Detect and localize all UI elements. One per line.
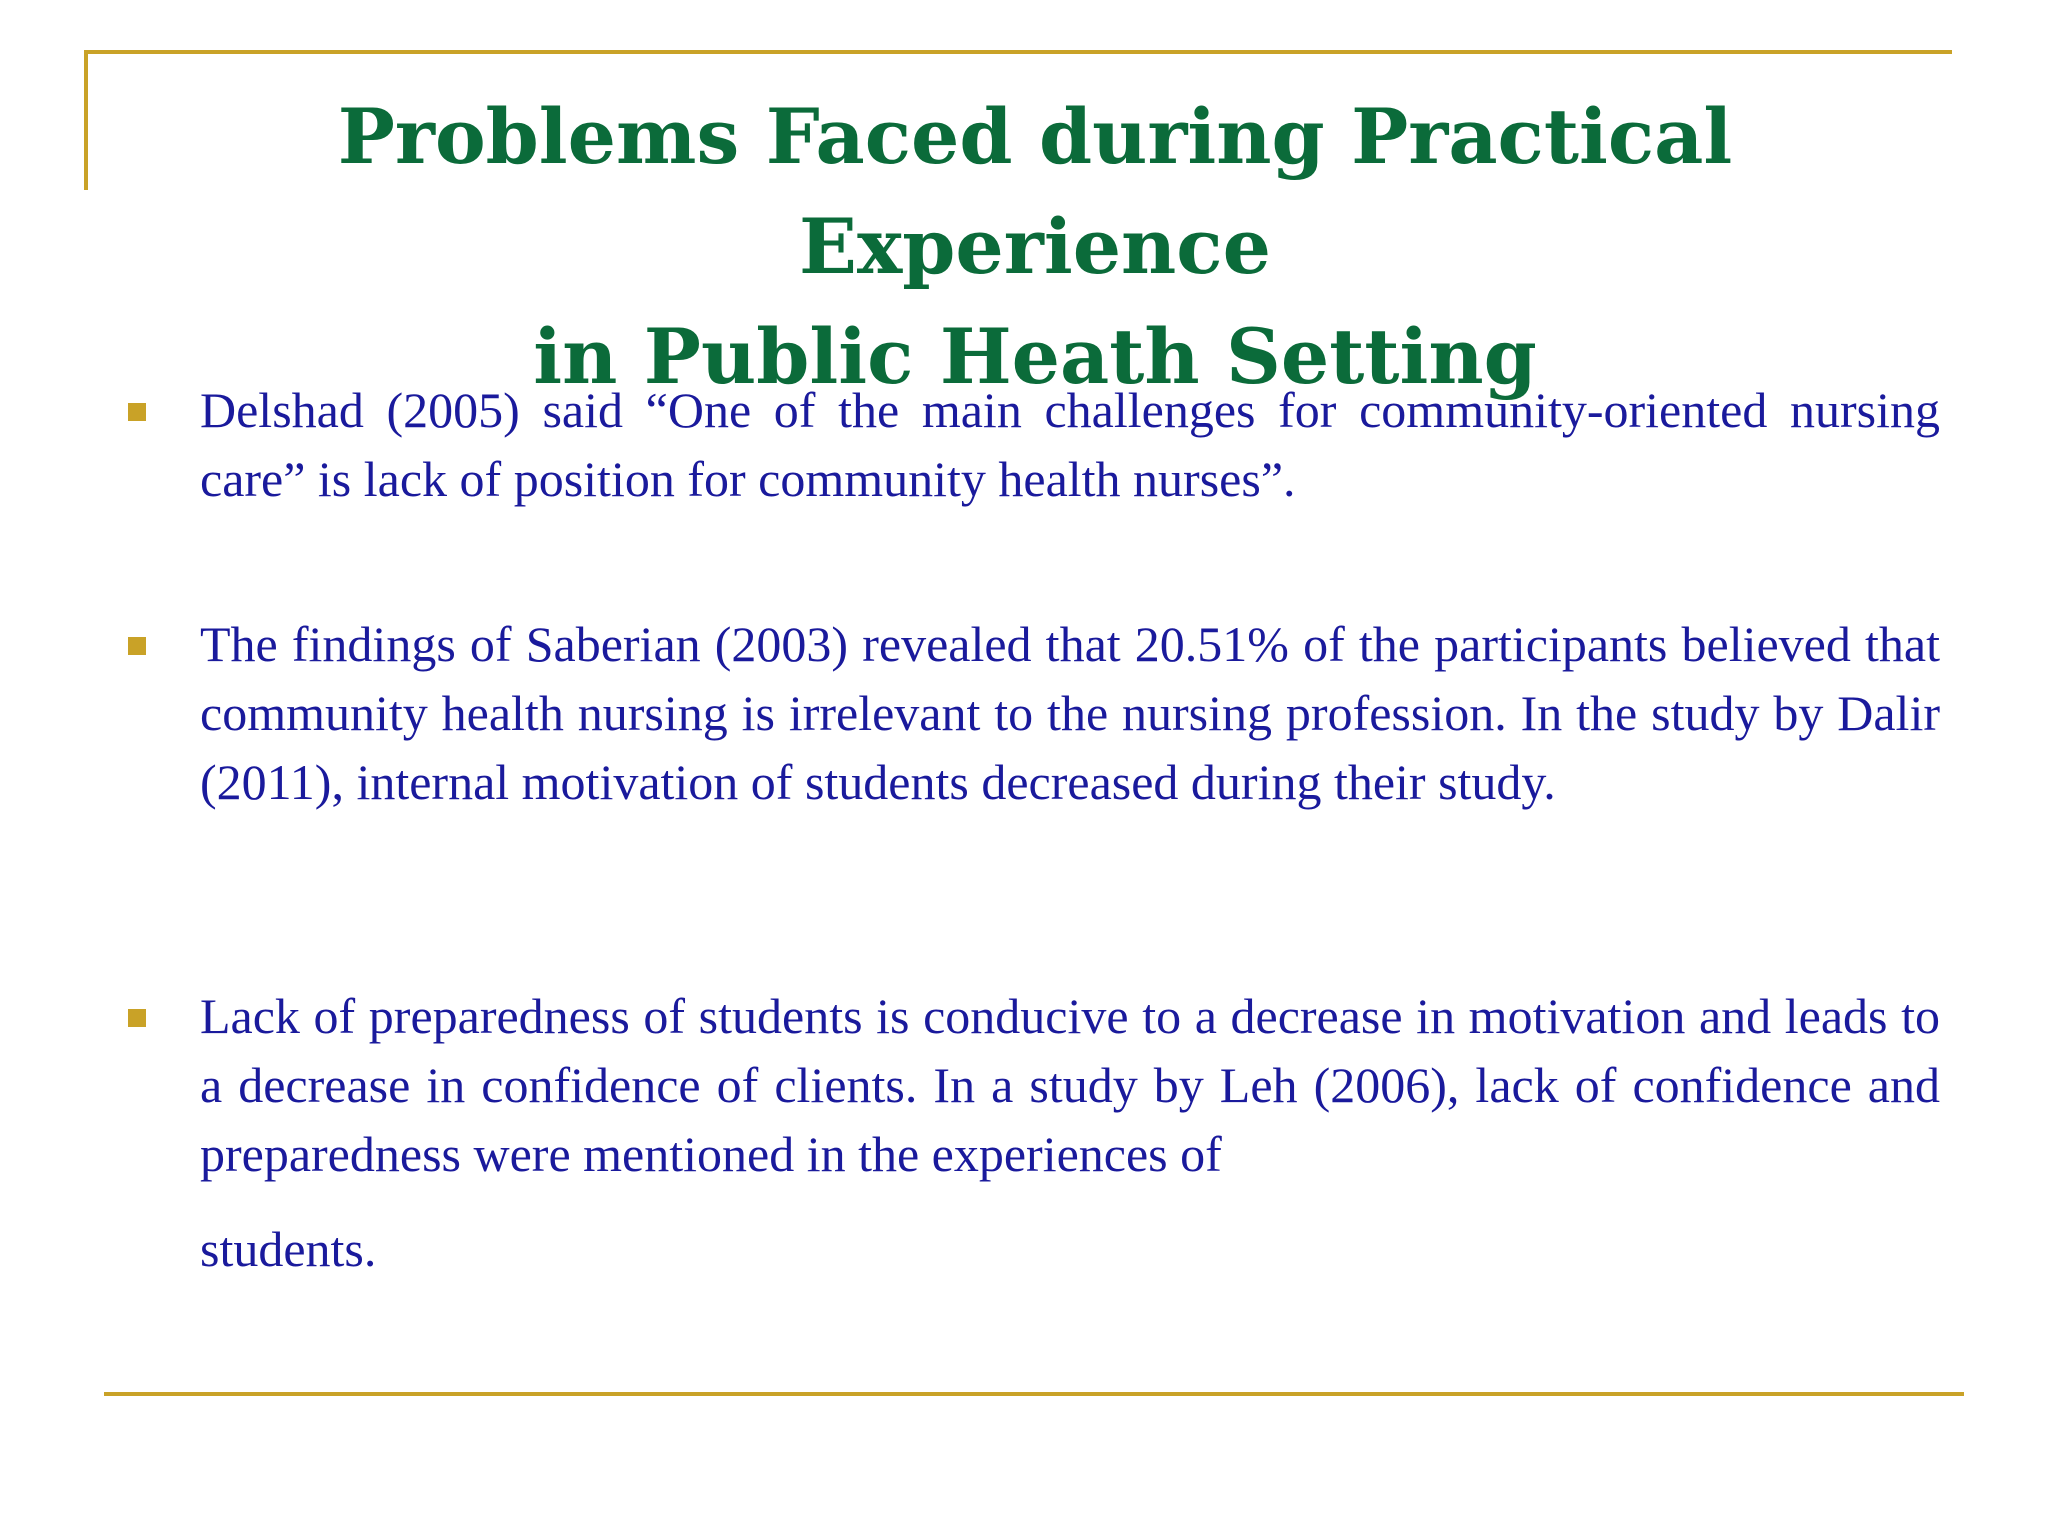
- slide-title-line-2: in Public Heath Setting: [533, 312, 1537, 401]
- square-bullet-icon: [128, 403, 146, 421]
- bullet-text: Delshad (2005) said “One of the main challenges for community-oriented nursing care” is lack of position for community health nurses”.: [200, 382, 1940, 507]
- bottom-rule: [104, 1392, 1964, 1396]
- square-bullet-icon: [128, 1009, 146, 1027]
- bullet-item: [200, 610, 1940, 817]
- bullet-item: [200, 982, 1940, 1284]
- bullet-item: [200, 376, 1940, 514]
- bullet-text: Lack of preparedness of students is conducive to a decrease in motivation and leads to a decrease in confidence of clients. In a study by Leh (2006), lack of confidence and preparedness were mentioned in the experiences of: [200, 988, 1940, 1182]
- bullet-text: The findings of Saberian (2003) revealed that 20.51% of the participants believed that community health nursing is irrelevant to the nursing profession. In the study by Dalir (2011), internal motivation of students decreased during their study.: [200, 616, 1940, 810]
- left-rule: [84, 50, 88, 190]
- square-bullet-icon: [128, 637, 146, 655]
- top-rule: [84, 50, 1952, 54]
- bullet-text-last-line: students.: [200, 1221, 377, 1277]
- slide-title-line-1: Problems Faced during Practical Experience: [337, 92, 1733, 291]
- slide-title: [120, 82, 1950, 412]
